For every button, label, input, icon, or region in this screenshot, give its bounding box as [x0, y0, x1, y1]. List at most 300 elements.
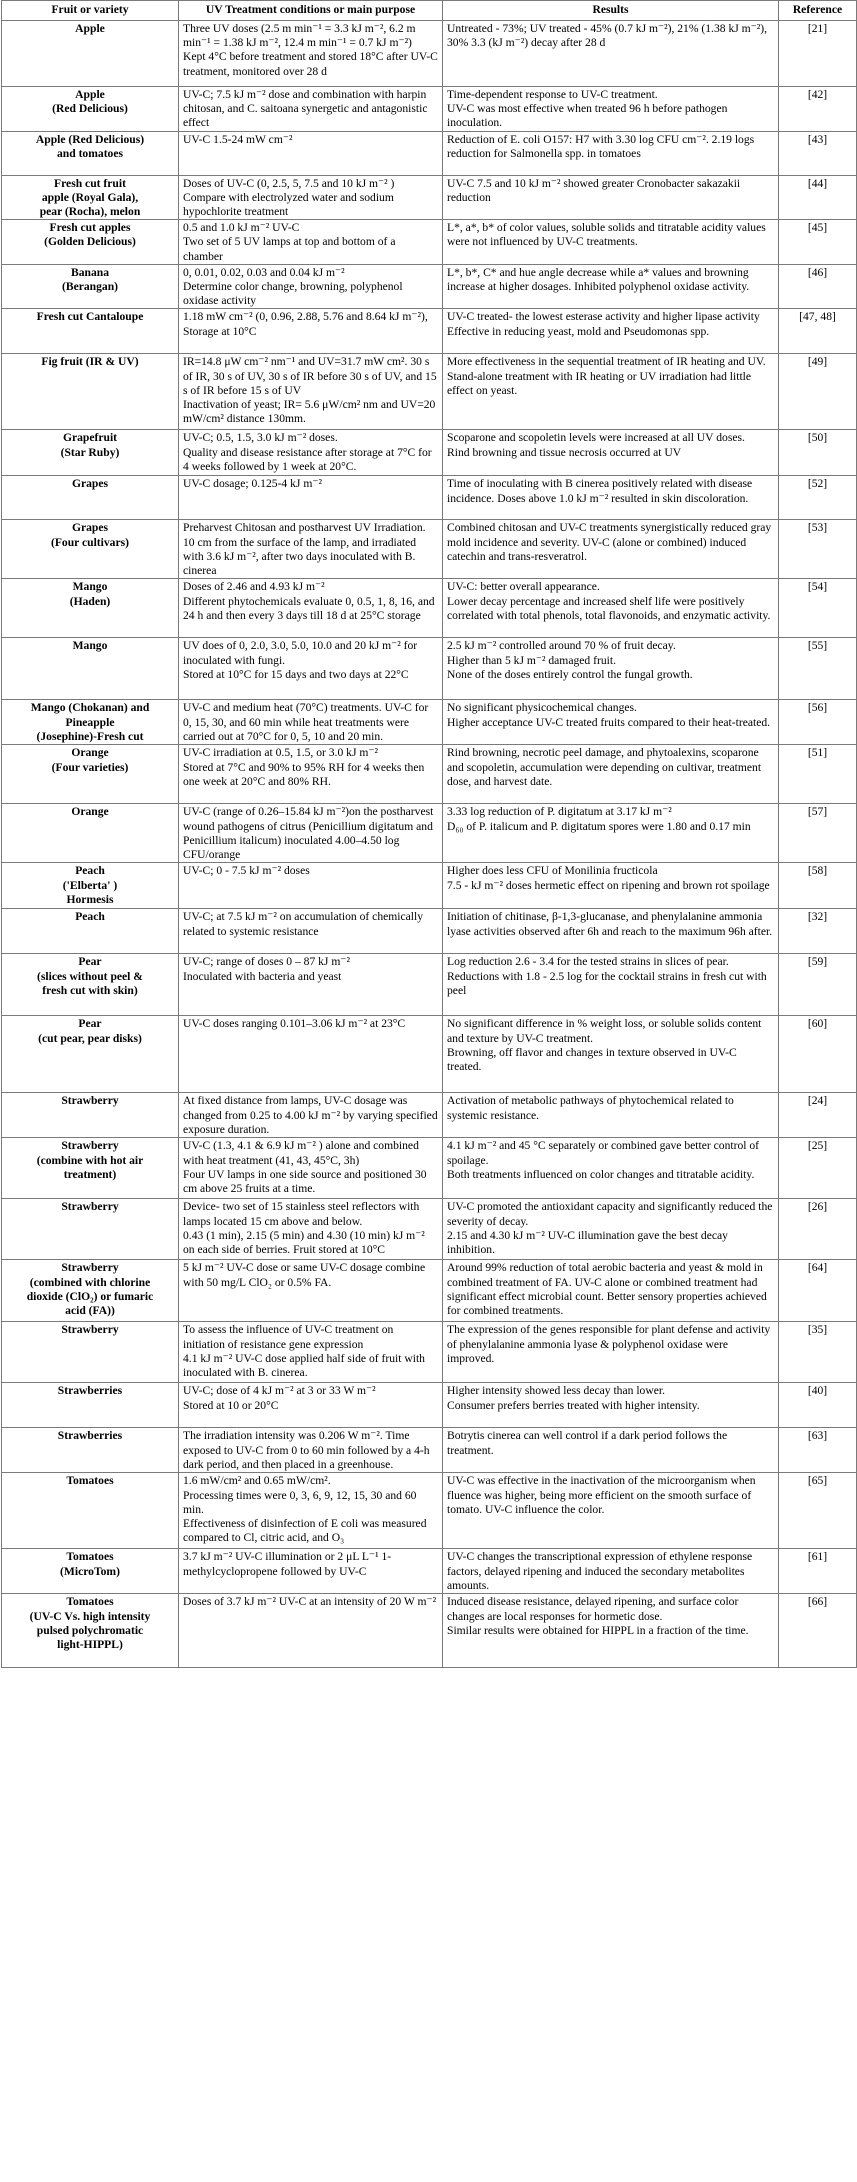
- results-cell: [443, 638, 779, 700]
- table-row: [2, 745, 857, 804]
- fruit-cell-line: Tomatoes: [66, 1474, 114, 1488]
- table-row: [2, 354, 857, 430]
- results-cell: [443, 1594, 779, 1668]
- fruit-cell: [2, 1549, 179, 1594]
- treatment-cell-line: UV-C; range of doses 0 – 87 kJ m⁻²: [183, 955, 350, 969]
- results-cell-line: None of the doses entirely control the fungal growth.: [447, 667, 693, 681]
- reference-cell: [58]: [779, 863, 857, 909]
- treatment-cell: [179, 1594, 443, 1668]
- results-cell: [443, 1093, 779, 1138]
- results-cell: [443, 1138, 779, 1199]
- treatment-cell: [179, 638, 443, 700]
- results-cell-line: Log reduction 2.6 - 3.4 for the tested strains in slices of pear.: [447, 955, 729, 969]
- treatment-cell: [179, 579, 443, 638]
- fruit-cell-line: Peach: [75, 864, 105, 878]
- header-results: Results: [443, 1, 779, 21]
- fruit-cell: [2, 1383, 179, 1428]
- fruit-cell-line: fresh cut with skin): [42, 983, 138, 997]
- treatment-cell: [179, 700, 443, 745]
- reference-cell: [61]: [779, 1549, 857, 1594]
- reference-cell: [66]: [779, 1594, 857, 1668]
- treatment-cell-line: 0.5 and 1.0 kJ m⁻² UV-C: [183, 221, 300, 235]
- treatment-cell-line: Compare with electrolyzed water and sodium hypochlorite treatment: [183, 190, 394, 219]
- fruit-cell: [2, 1260, 179, 1322]
- treatment-cell-line: 0, 0.01, 0.02, 0.03 and 0.04 kJ m⁻²: [183, 265, 345, 279]
- fruit-cell-line: Pear: [78, 1017, 102, 1031]
- results-cell-line: Higher intensity showed less decay than lower.: [447, 1384, 665, 1398]
- table-row: [2, 264, 857, 309]
- results-cell-line: Similar results were obtained for HIPPL in a fraction of the time.: [447, 1623, 749, 1637]
- results-cell-line: L*, b*, C* and hue angle decrease while a* values and browning increase at higher dosages. Inhibited polyphenol oxidase activity.: [447, 265, 750, 294]
- treatment-cell-line: UV-C; 0.5, 1.5, 3.0 kJ m⁻² doses.: [183, 431, 338, 445]
- treatment-cell-line: 1.6 mW/cm² and 0.65 mW/cm².: [183, 1474, 331, 1488]
- treatment-cell-line: Stored at 10 or 20°C: [183, 1398, 279, 1412]
- reference-cell: [45]: [779, 220, 857, 265]
- results-cell-line: Higher does less CFU of Monilinia fructicola: [447, 864, 658, 878]
- treatment-cell-line: Four UV lamps in one side source and positioned 30 cm above 25 fruits at a time.: [183, 1167, 427, 1196]
- fruit-cell-line: (MicroTom): [60, 1564, 120, 1578]
- results-cell-line: D₆₀ of P. italicum and P. digitatum spores were 1.80 and 0.17 min: [447, 819, 751, 833]
- fruit-cell-line: Orange: [71, 746, 109, 760]
- results-cell-line: Around 99% reduction of total aerobic bacteria and yeast & mold in combined treatment of FA. UV-C alone or combined treatment had significant effect microbial count. Better sensory properties achieved for combined treatments.: [447, 1261, 767, 1318]
- reference-cell: [56]: [779, 700, 857, 745]
- reference-cell: [55]: [779, 638, 857, 700]
- treatment-cell: [179, 1383, 443, 1428]
- fruit-cell-line: (slices without peel &: [37, 969, 143, 983]
- fruit-cell-line: Strawberry: [61, 1094, 119, 1108]
- fruit-cell: [2, 131, 179, 175]
- fruit-cell-line: Apple: [75, 22, 105, 35]
- results-cell-line: 2.5 kJ m⁻² controlled around 70 % of fruit decay.: [447, 639, 676, 653]
- reference-cell: [65]: [779, 1473, 857, 1549]
- results-cell: [443, 220, 779, 265]
- fruit-cell: [2, 579, 179, 638]
- results-cell-line: UV-C: better overall appearance.: [447, 580, 600, 594]
- table-row: [2, 220, 857, 265]
- treatment-cell: [179, 21, 443, 87]
- fruit-cell-line: ('Elberta' ): [62, 878, 118, 892]
- treatment-cell: [179, 1138, 443, 1199]
- results-cell-line: UV-C was effective in the inactivation of the microorganism when fluence was higher, being more efficient on the smooth surface of tomato. UV-C influence the color.: [447, 1474, 756, 1516]
- treatment-cell: [179, 430, 443, 476]
- results-cell-line: Consumer prefers berries treated with higher intensity.: [447, 1398, 700, 1412]
- results-cell-line: Rind browning, necrotic peel damage, and phytoalexins, scoparone and scopoletin, accumulation were depending on cultivar, treatment dose, and harvest date.: [447, 746, 762, 788]
- reference-cell: [24]: [779, 1093, 857, 1138]
- fruit-cell: [2, 476, 179, 520]
- reference-cell: [25]: [779, 1138, 857, 1199]
- results-cell-line: Initiation of chitinase, β-1,3-glucanase, and phenylalanine ammonia lyase activities observed after 6h and reach to the maximum 96h after.: [447, 910, 773, 938]
- results-cell-line: No significant physicochemical changes.: [447, 701, 637, 715]
- fruit-cell-line: Apple: [75, 88, 105, 101]
- treatment-cell-line: Stored at 10°C for 15 days and two days at 22°C: [183, 667, 409, 681]
- uv-treatment-table: [1, 0, 857, 1668]
- fruit-cell-line: pear (Rocha), melon: [39, 205, 141, 219]
- results-cell-line: Time of inoculating with B cinerea positively related with disease incidence. Doses above 1.0 kJ m⁻² resulted in skin discoloration.: [447, 477, 753, 505]
- reference-cell: [50]: [779, 430, 857, 476]
- fruit-cell-line: (Berangan): [61, 280, 119, 294]
- reference-cell: [26]: [779, 1199, 857, 1260]
- reference-cell: [47, 48]: [779, 309, 857, 354]
- treatment-cell-line: 4.1 kJ m⁻² UV-C dose applied half side of fruit with inoculated with B. cinerea.: [183, 1351, 425, 1380]
- reference-cell: [53]: [779, 520, 857, 579]
- header-reference: Reference: [779, 1, 857, 21]
- fruit-cell-line: (combined with chlorine: [29, 1275, 151, 1289]
- fruit-cell: [2, 1322, 179, 1383]
- results-cell-line: Botrytis cinerea can well control if a dark period follows the treatment.: [447, 1429, 728, 1457]
- fruit-cell: [2, 804, 179, 863]
- table-row: [2, 1594, 857, 1668]
- results-cell-line: Stand-alone treatment with IR heating or UV irradiation had little effect on yeast.: [447, 369, 752, 397]
- results-cell-line: Both treatments influenced on color changes and titratable acidity.: [447, 1167, 755, 1181]
- treatment-cell-line: Preharvest Chitosan and postharvest UV Irradiation. 10 cm from the surface of the lamp, and irradiated with 3.6 kJ m⁻², after two days inoculated with B. cinerea: [183, 521, 426, 578]
- header-fruit: Fruit or variety: [2, 1, 179, 21]
- results-cell: [443, 175, 779, 220]
- table-row: [2, 909, 857, 954]
- fruit-cell: [2, 1016, 179, 1093]
- reference-cell: [63]: [779, 1428, 857, 1473]
- table-row: [2, 1322, 857, 1383]
- treatment-cell-line: Effectiveness of disinfection of E coli was measured compared to Cl, citric acid, and O₃: [183, 1517, 427, 1545]
- fruit-cell-line: (cut pear, pear disks): [38, 1031, 142, 1045]
- results-cell: [443, 1473, 779, 1549]
- treatment-cell-line: Determine color change, browning, polyphenol oxidase activity: [183, 280, 403, 308]
- fruit-cell-line: Strawberries: [57, 1384, 123, 1398]
- fruit-cell-line: Fresh cut fruit: [54, 176, 126, 190]
- treatment-cell: [179, 863, 443, 909]
- fruit-cell: [2, 354, 179, 430]
- treatment-cell-line: UV-C 1.5-24 mW cm⁻²: [183, 132, 293, 146]
- fruit-cell-line: (Haden): [69, 594, 111, 608]
- fruit-cell-line: Hormesis: [66, 892, 114, 906]
- reference-cell: [43]: [779, 131, 857, 175]
- results-cell-line: Scoparone and scopoletin levels were increased at all UV doses.: [447, 431, 745, 445]
- fruit-cell: [2, 1093, 179, 1138]
- treatment-cell-line: Stored at 7°C and 90% to 95% RH for 4 weeks then one week at 20°C and 80% RH.: [183, 760, 425, 788]
- header-row: [2, 1, 857, 21]
- table-row: [2, 476, 857, 520]
- fruit-cell: [2, 87, 179, 132]
- fruit-cell: [2, 1199, 179, 1260]
- results-cell: [443, 131, 779, 175]
- results-cell-line: More effectiveness in the sequential treatment of IR heating and UV.: [447, 355, 766, 369]
- reference-cell: [35]: [779, 1322, 857, 1383]
- results-cell-line: Browning, off flavor and changes in texture observed in UV-C treated.: [447, 1045, 737, 1074]
- reference-cell: [21]: [779, 21, 857, 87]
- treatment-cell-line: Processing times were 0, 3, 6, 9, 12, 15, 30 and 60 min.: [183, 1488, 417, 1516]
- treatment-cell: [179, 1260, 443, 1322]
- treatment-cell-line: UV-C; dose of 4 kJ m⁻² at 3 or 33 W m⁻²: [183, 1384, 376, 1398]
- fruit-cell: [2, 745, 179, 804]
- treatment-cell: [179, 1322, 443, 1383]
- treatment-cell-line: The irradiation intensity was 0.206 W m⁻². Time exposed to UV-C from 0 to 60 min followed by a 4-h dark period, and then placed in a greenhouse.: [183, 1429, 430, 1471]
- treatment-cell: [179, 520, 443, 579]
- treatment-cell: [179, 1093, 443, 1138]
- reference-cell: [60]: [779, 1016, 857, 1093]
- table-row: [2, 804, 857, 863]
- results-cell-line: UV-C 7.5 and 10 kJ m⁻² showed greater Cronobacter sakazakii reduction: [447, 176, 741, 204]
- results-cell: [443, 21, 779, 87]
- treatment-cell-line: UV does of 0, 2.0, 3.0, 5.0, 10.0 and 20 kJ m⁻² for inoculated with fungi.: [183, 639, 418, 667]
- fruit-cell-line: Mango: [72, 580, 108, 594]
- results-cell: [443, 745, 779, 804]
- fruit-cell: [2, 520, 179, 579]
- treatment-cell-line: UV-C (range of 0.26–15.84 kJ m⁻²)on the postharvest wound pathogens of citrus (Penicillium digitatum and Penicillium italicum) inoculated 4.00–4.50 log CFU/orange: [183, 805, 434, 862]
- fruit-cell-line: (combine with hot air: [36, 1153, 144, 1167]
- treatment-cell: [179, 954, 443, 1016]
- table-row: [2, 1428, 857, 1473]
- results-cell: [443, 579, 779, 638]
- fruit-cell-line: Orange: [71, 805, 109, 819]
- results-cell: [443, 1428, 779, 1473]
- results-cell-line: 7.5 - kJ m⁻² doses hermetic effect on ripening and brown rot spoilage: [447, 878, 770, 892]
- treatment-cell-line: Kept 4°C before treatment and stored 18°C after UV-C treatment, monitored over 28 d: [183, 50, 438, 78]
- treatment-cell-line: Device- two set of 15 stainless steel reflectors with lamps located 15 cm above and below.: [183, 1200, 420, 1228]
- fruit-cell-line: light-HIPPL): [57, 1638, 123, 1652]
- fruit-cell-line: Strawberry: [61, 1200, 119, 1214]
- fruit-cell: [2, 21, 179, 87]
- fruit-cell-line: Fig fruit (IR & UV): [41, 355, 139, 369]
- treatment-cell-line: Doses of UV-C (0, 2.5, 5, 7.5 and 10 kJ m⁻² ): [183, 176, 395, 190]
- results-cell: [443, 1322, 779, 1383]
- treatment-cell: [179, 354, 443, 430]
- table-row: [2, 579, 857, 638]
- results-cell-line: UV-C treated- the lowest esterase activity and higher lipase activity Effective in reducing yeast, mold and Pseudomonas spp.: [447, 310, 760, 338]
- treatment-cell-line: 3.7 kJ m⁻² UV-C illumination or 2 μL L⁻¹ 1-methylcyclopropene followed by UV-C: [183, 1550, 392, 1578]
- treatment-cell: [179, 1016, 443, 1093]
- results-cell-line: L*, a*, b* of color values, soluble solids and titratable acidity values were not influenced by UV-C treatments.: [447, 221, 766, 249]
- header-treatment: UV Treatment conditions or main purpose: [179, 1, 443, 21]
- results-cell: [443, 1383, 779, 1428]
- treatment-cell: [179, 264, 443, 309]
- treatment-cell: [179, 1473, 443, 1549]
- results-cell-line: UV-C promoted the antioxidant capacity and significantly reduced the severity of decay.: [447, 1200, 773, 1228]
- fruit-cell: [2, 430, 179, 476]
- treatment-cell-line: UV-C irradiation at 0.5, 1.5, or 3.0 kJ m⁻²: [183, 746, 378, 760]
- fruit-cell: [2, 700, 179, 745]
- fruit-cell-line: treatment): [63, 1167, 117, 1181]
- fruit-cell-line: Tomatoes: [66, 1550, 114, 1564]
- table-body: [2, 21, 857, 1668]
- fruit-cell: [2, 175, 179, 220]
- table-header: [2, 1, 857, 21]
- fruit-cell: [2, 909, 179, 954]
- treatment-cell-line: UV-C; 7.5 kJ m⁻² dose and combination with harpin chitosan, and C. saitoana synergetic and antagonistic effect: [183, 88, 428, 130]
- fruit-cell-line: Mango: [72, 639, 108, 653]
- treatment-cell: [179, 87, 443, 132]
- treatment-cell-line: To assess the influence of UV-C treatment on initiation of resistance gene expression: [183, 1323, 394, 1351]
- reference-cell: [42]: [779, 87, 857, 132]
- table-row: [2, 430, 857, 476]
- results-cell-line: Reductions with 1.8 - 2.5 log for the cocktail strains in fresh cut with peel: [447, 969, 767, 997]
- fruit-cell: [2, 220, 179, 265]
- fruit-cell-line: Apple (Red Delicious): [35, 132, 145, 146]
- fruit-cell: [2, 1594, 179, 1668]
- results-cell: [443, 87, 779, 132]
- treatment-cell: [179, 1199, 443, 1260]
- treatment-cell-line: Different phytochemicals evaluate 0, 0.5, 1, 8, 16, and 24 h and then every 3 days till 18 d at 25°C storage: [183, 594, 435, 622]
- fruit-cell: [2, 1473, 179, 1549]
- treatment-cell-line: UV-C dosage; 0.125-4 kJ m⁻²: [183, 477, 322, 491]
- results-cell-line: Activation of metabolic pathways of phytochemical related to systemic resistance.: [447, 1094, 734, 1122]
- table-row: [2, 520, 857, 579]
- fruit-cell-line: dioxide (ClO₂) or fumaric: [26, 1289, 154, 1303]
- treatment-cell-line: 0.43 (1 min), 2.15 (5 min) and 4.30 (10 min) kJ m⁻² on each side of berries. Fruit stored at 10°C: [183, 1228, 425, 1257]
- table-row: [2, 175, 857, 220]
- treatment-cell-line: At fixed distance from lamps, UV-C dosage was changed from 0.25 to 4.00 kJ m⁻² by varying specified exposure duration.: [183, 1094, 438, 1136]
- fruit-cell-line: (Red Delicious): [52, 102, 128, 116]
- treatment-cell: [179, 745, 443, 804]
- treatment-cell-line: Quality and disease resistance after storage at 7°C for 4 weeks followed by 1 week at 20°C.: [183, 445, 432, 473]
- results-cell-line: No significant difference in % weight loss, or soluble solids content and texture by UV-C treatment.: [447, 1017, 762, 1045]
- fruit-cell-line: Fresh cut Cantaloupe: [36, 310, 144, 324]
- treatment-cell-line: Doses of 3.7 kJ m⁻² UV-C at an intensity of 20 W m⁻²: [183, 1595, 437, 1609]
- results-cell: [443, 354, 779, 430]
- fruit-cell-line: acid (FA)): [65, 1304, 115, 1318]
- fruit-cell-line: Grapes: [71, 477, 109, 491]
- results-cell: [443, 804, 779, 863]
- table-row: [2, 1383, 857, 1428]
- table-row: [2, 1260, 857, 1322]
- table-row: [2, 309, 857, 354]
- fruit-cell: [2, 638, 179, 700]
- table-row: [2, 1549, 857, 1594]
- fruit-cell-line: Strawberries: [57, 1429, 123, 1443]
- table-row: [2, 131, 857, 175]
- results-cell-line: UV-C was most effective when treated 96 h before pathogen inoculation.: [447, 102, 728, 130]
- fruit-cell-line: Pear: [78, 955, 102, 969]
- table-row: [2, 1016, 857, 1093]
- results-cell-line: Higher acceptance UV-C treated fruits compared to their heat-treated.: [447, 715, 771, 729]
- treatment-cell: [179, 1549, 443, 1594]
- reference-cell: [32]: [779, 909, 857, 954]
- reference-cell: [49]: [779, 354, 857, 430]
- results-cell-line: 3.33 log reduction of P. digitatum at 3.17 kJ m⁻²: [447, 805, 672, 819]
- results-cell-line: UV-C changes the transcriptional expression of ethylene response factors, delayed ripening and induced the secondary metabolites amounts.: [447, 1550, 753, 1592]
- results-cell: [443, 700, 779, 745]
- results-cell: [443, 863, 779, 909]
- fruit-cell-line: Tomatoes: [66, 1595, 114, 1609]
- results-cell: [443, 1260, 779, 1322]
- results-cell-line: Induced disease resistance, delayed ripening, and surface color changes are local responses for hormetic dose.: [447, 1595, 739, 1623]
- treatment-cell: [179, 804, 443, 863]
- fruit-cell-line: (Four varieties): [51, 760, 129, 774]
- treatment-cell-line: Three UV doses (2.5 m min⁻¹ = 3.3 kJ m⁻², 6.2 m min⁻¹ = 1.38 kJ m⁻², 12.4 m min⁻¹ = 0.7 kJ m⁻²): [183, 22, 416, 50]
- treatment-cell: [179, 476, 443, 520]
- results-cell-line: Rind browning and tissue necrosis occurred at UV: [447, 445, 682, 459]
- results-cell-line: The expression of the genes responsible for plant defense and activity of phenylalanine ammonia lyase & polyphenol oxidase were improved.: [447, 1323, 771, 1365]
- fruit-cell-line: Fresh cut apples: [49, 221, 131, 235]
- table-row: [2, 1199, 857, 1260]
- treatment-cell-line: Two set of 5 UV lamps at top and bottom of a chamber: [183, 235, 396, 263]
- fruit-cell-line: (Star Ruby): [60, 445, 120, 459]
- fruit-cell-line: pulsed polychromatic: [36, 1623, 144, 1637]
- fruit-cell: [2, 1138, 179, 1199]
- results-cell: [443, 476, 779, 520]
- fruit-cell-line: (Golden Delicious): [44, 235, 136, 249]
- fruit-cell-line: Peach: [75, 910, 105, 924]
- treatment-cell-line: UV-C doses ranging 0.101–3.06 kJ m⁻² at 23°C: [183, 1017, 406, 1031]
- treatment-cell: [179, 909, 443, 954]
- table-row: [2, 863, 857, 909]
- table-row: [2, 87, 857, 132]
- results-cell-line: 2.15 and 4.30 kJ m⁻² UV-C illumination gave the best decay inhibition.: [447, 1228, 728, 1257]
- table-row: [2, 954, 857, 1016]
- treatment-cell: [179, 220, 443, 265]
- fruit-cell: [2, 863, 179, 909]
- reference-cell: [57]: [779, 804, 857, 863]
- fruit-cell-line: Mango (Chokanan) and: [30, 701, 150, 715]
- reference-cell: [46]: [779, 264, 857, 309]
- table-row: [2, 1093, 857, 1138]
- fruit-cell: [2, 954, 179, 1016]
- results-cell: [443, 1549, 779, 1594]
- fruit-cell-line: Strawberry: [61, 1139, 119, 1153]
- fruit-cell: [2, 309, 179, 354]
- results-cell: [443, 954, 779, 1016]
- results-cell-line: Time-dependent response to UV-C treatment.: [447, 88, 658, 101]
- treatment-cell: [179, 131, 443, 175]
- fruit-cell-line: Banana: [70, 265, 110, 279]
- table-row: [2, 21, 857, 87]
- treatment-cell-line: UV-C; 0 - 7.5 kJ m⁻² doses: [183, 864, 310, 878]
- results-cell: [443, 264, 779, 309]
- results-cell-line: Higher than 5 kJ m⁻² damaged fruit.: [447, 653, 616, 667]
- fruit-cell: [2, 264, 179, 309]
- results-cell: [443, 430, 779, 476]
- treatment-cell: [179, 309, 443, 354]
- results-cell: [443, 520, 779, 579]
- treatment-cell: [179, 175, 443, 220]
- results-cell-line: Lower decay percentage and increased shelf life were positively correlated with total phenols, total flavonoids, and enzymatic activity.: [447, 594, 771, 622]
- reference-cell: [40]: [779, 1383, 857, 1428]
- results-cell-line: 4.1 kJ m⁻² and 45 °C separately or combined gave better control of spoilage.: [447, 1139, 760, 1167]
- fruit-cell-line: apple (Royal Gala),: [41, 190, 139, 204]
- treatment-cell-line: Inoculated with bacteria and yeast: [183, 969, 342, 983]
- fruit-cell: [2, 1428, 179, 1473]
- fruit-cell-line: (UV-C Vs. high intensity: [29, 1609, 151, 1623]
- reference-cell: [64]: [779, 1260, 857, 1322]
- results-cell: [443, 1016, 779, 1093]
- table-row: [2, 1473, 857, 1549]
- treatment-cell-line: IR=14.8 μW cm⁻² nm⁻¹ and UV=31.7 mW cm². 30 s of IR, 30 s of UV, 30 s of IR before 30 s of UV, and 15 s of IR before 15 s of UV: [183, 355, 437, 397]
- reference-cell: [59]: [779, 954, 857, 1016]
- reference-cell: [44]: [779, 175, 857, 220]
- treatment-cell-line: UV-C; at 7.5 kJ m⁻² on accumulation of chemically related to systemic resistance: [183, 910, 424, 938]
- fruit-cell-line: Strawberry: [61, 1323, 119, 1337]
- results-cell-line: Combined chitosan and UV-C treatments synergistically reduced gray mold incidence and severity. UV-C (alone or combined) induced catechin and trans-resveratrol.: [447, 521, 772, 563]
- treatment-cell-line: Inactivation of yeast; IR= 5.6 μW/cm² nm and UV=20 mW/cm² distance 130mm.: [183, 398, 436, 426]
- fruit-cell-line: (Four cultivars): [50, 535, 130, 549]
- reference-cell: [54]: [779, 579, 857, 638]
- fruit-cell-line: Grapefruit: [62, 431, 118, 445]
- results-cell-line: Untreated - 73%; UV treated - 45% (0.7 kJ m⁻²), 21% (1.38 kJ m⁻²), 30% 3.3 (kJ m⁻²) decay after 28 d: [447, 22, 768, 50]
- treatment-cell-line: UV-C and medium heat (70°C) treatments. UV-C for 0, 15, 30, and 60 min while heat treatments were carried out at 70°C for 0, 5, 10 and 20 min.: [183, 701, 429, 743]
- treatment-cell-line: 5 kJ m⁻² UV-C dose or same UV-C dosage combine with 50 mg/L ClO₂ or 0.5% FA.: [183, 1261, 426, 1289]
- treatment-cell-line: UV-C (1.3, 4.1 & 6.9 kJ m⁻² ) alone and combined with heat treatment (41, 43, 45°C, 3h): [183, 1139, 419, 1167]
- results-cell: [443, 309, 779, 354]
- fruit-cell-line: and tomatoes: [56, 146, 124, 160]
- results-cell: [443, 1199, 779, 1260]
- reference-cell: [51]: [779, 745, 857, 804]
- results-cell-line: Reduction of E. coli O157: H7 with 3.30 log CFU cm⁻². 2.19 logs reduction for Salmonella spp. in tomatoes: [447, 132, 755, 160]
- fruit-cell-line: Grapes: [71, 521, 109, 535]
- table-row: [2, 700, 857, 745]
- fruit-cell-line: Pineapple: [65, 715, 115, 729]
- reference-cell: [52]: [779, 476, 857, 520]
- treatment-cell-line: Doses of 2.46 and 4.93 kJ m⁻²: [183, 580, 325, 594]
- treatment-cell: [179, 1428, 443, 1473]
- treatment-cell-line: 1.18 mW cm⁻² (0, 0.96, 2.88, 5.76 and 8.64 kJ m⁻²), Storage at 10°C: [183, 310, 428, 338]
